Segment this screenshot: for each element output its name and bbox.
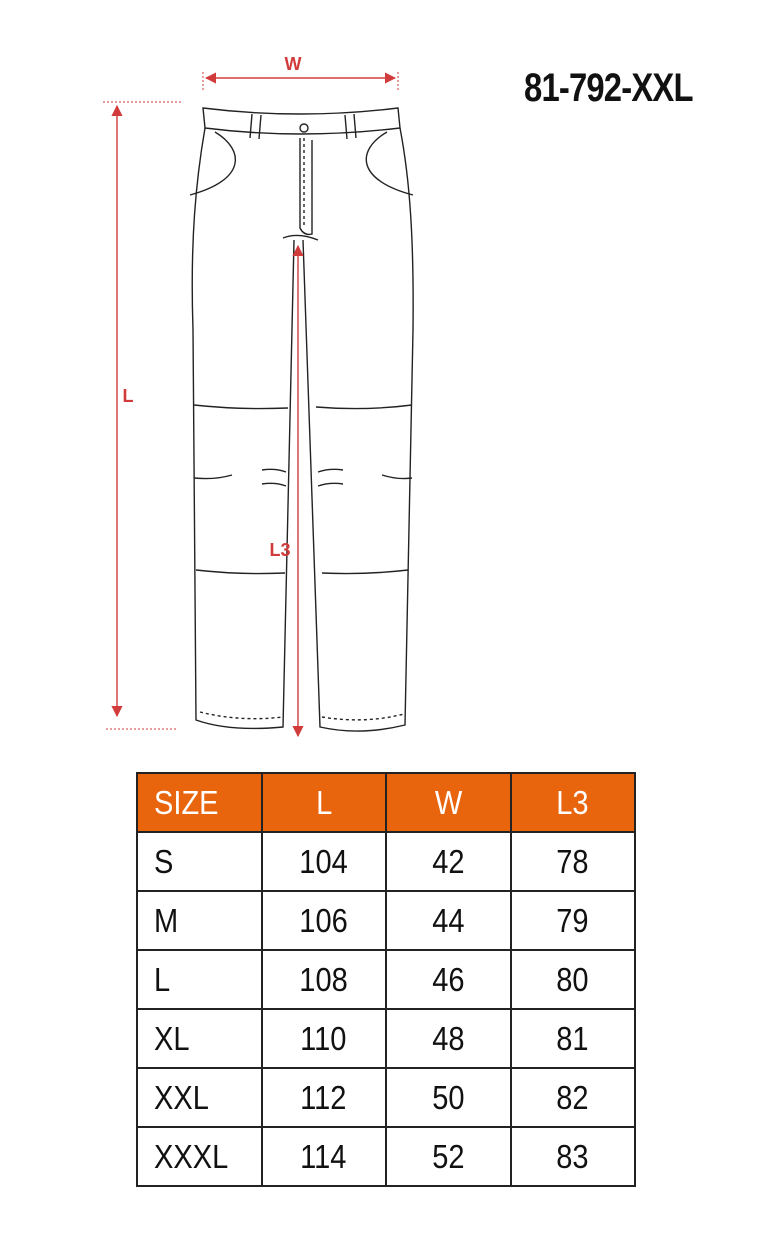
table-row	[137, 832, 635, 891]
width-cell: 46	[386, 950, 511, 1009]
width-cell: 52	[386, 1127, 511, 1186]
length-dimension	[103, 102, 183, 729]
table-row	[137, 1009, 635, 1068]
table-row	[137, 891, 635, 950]
width-label: W	[284, 54, 302, 74]
inseam-cell: 79	[511, 891, 636, 950]
size-cell: S	[137, 832, 262, 891]
inseam-label: L3	[269, 540, 291, 560]
length-label: L	[122, 386, 134, 406]
size-table	[136, 772, 636, 1187]
table-row	[137, 950, 635, 1009]
table-row	[137, 1127, 635, 1186]
width-cell: 42	[386, 832, 511, 891]
inseam-dimension	[269, 246, 298, 736]
length-cell: 110	[262, 1009, 387, 1068]
header-size: SIZE	[137, 773, 262, 832]
length-cell: 112	[262, 1068, 387, 1127]
length-cell: 108	[262, 950, 387, 1009]
length-cell: 106	[262, 891, 387, 950]
width-cell: 44	[386, 891, 511, 950]
inseam-cell: 78	[511, 832, 636, 891]
size-cell: XXXL	[137, 1127, 262, 1186]
width-cell: 48	[386, 1009, 511, 1068]
inseam-cell: 83	[511, 1127, 636, 1186]
inseam-cell: 81	[511, 1009, 636, 1068]
table-header-row	[137, 773, 635, 832]
size-cell: XXL	[137, 1068, 262, 1127]
size-cell: M	[137, 891, 262, 950]
length-cell: 114	[262, 1127, 387, 1186]
product-code: 81-792-XXL	[524, 66, 693, 110]
header-l3: L3	[511, 773, 636, 832]
width-dimension	[203, 54, 398, 90]
table-row	[137, 1068, 635, 1127]
width-cell: 50	[386, 1068, 511, 1127]
header-l: L	[262, 773, 387, 832]
trousers-icon	[190, 108, 413, 731]
length-cell: 104	[262, 832, 387, 891]
size-cell: L	[137, 950, 262, 1009]
inseam-cell: 82	[511, 1068, 636, 1127]
inseam-cell: 80	[511, 950, 636, 1009]
size-cell: XL	[137, 1009, 262, 1068]
header-w: W	[386, 773, 511, 832]
